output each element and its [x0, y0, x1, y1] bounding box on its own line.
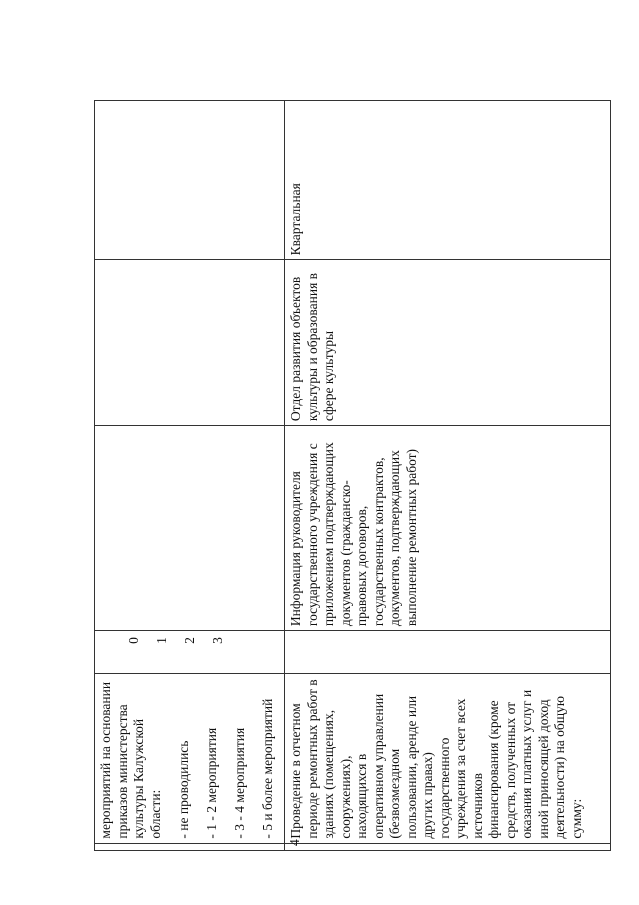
source-cell: Информация руководителя государственного учреждения с приложением подтверждающих документов (гражданско-правовых договоров, государственных контрактов, документов, подтверждающих выполнение ремонтных работ) [285, 426, 611, 631]
row-number-cell-empty [95, 843, 285, 850]
criterion-cell [95, 673, 285, 843]
criterion-text: мероприятий на основании приказов министерства культуры Калужской области: [98, 681, 163, 839]
table-row-4 [285, 101, 611, 851]
option-label: - 5 и более мероприятий [260, 698, 275, 839]
option-label: - не проводились [176, 740, 191, 839]
points-cell [95, 631, 285, 673]
option-label: - 1 - 2 мероприятия [204, 727, 219, 839]
criterion-cell: Проведение в отчетном периоде ремонтных работ в зданиях (помещениях, сооружениях), находящихся в оперативном управлении (безвозмездном пользовании, аренде или других правах) государственного учреждения за счет всех источников финансирования (кроме средств, полученных от оказания платных услуг и иной приносящей доход деятельности) на общую сумму: [285, 673, 611, 843]
periodicity-cell-empty [95, 101, 285, 260]
points-value: 0 [126, 637, 141, 644]
criterion-options [170, 678, 282, 839]
responsible-cell: Отдел развития объектов культуры и образования в сфере культуры [285, 260, 611, 426]
criteria-table [94, 100, 611, 851]
source-cell-empty [95, 426, 285, 631]
points-value: 2 [182, 637, 197, 644]
row-number-cell: 4 [285, 843, 611, 850]
table-row-previous [95, 101, 285, 851]
points-value: 1 [154, 637, 169, 644]
option-label: - 3 - 4 мероприятия [232, 727, 247, 839]
points-value: 3 [210, 637, 225, 644]
periodicity-cell: Квартальная [285, 101, 611, 260]
rotated-table-wrapper [94, 100, 600, 851]
points-cell-empty [285, 631, 611, 673]
responsible-cell-empty [95, 260, 285, 426]
